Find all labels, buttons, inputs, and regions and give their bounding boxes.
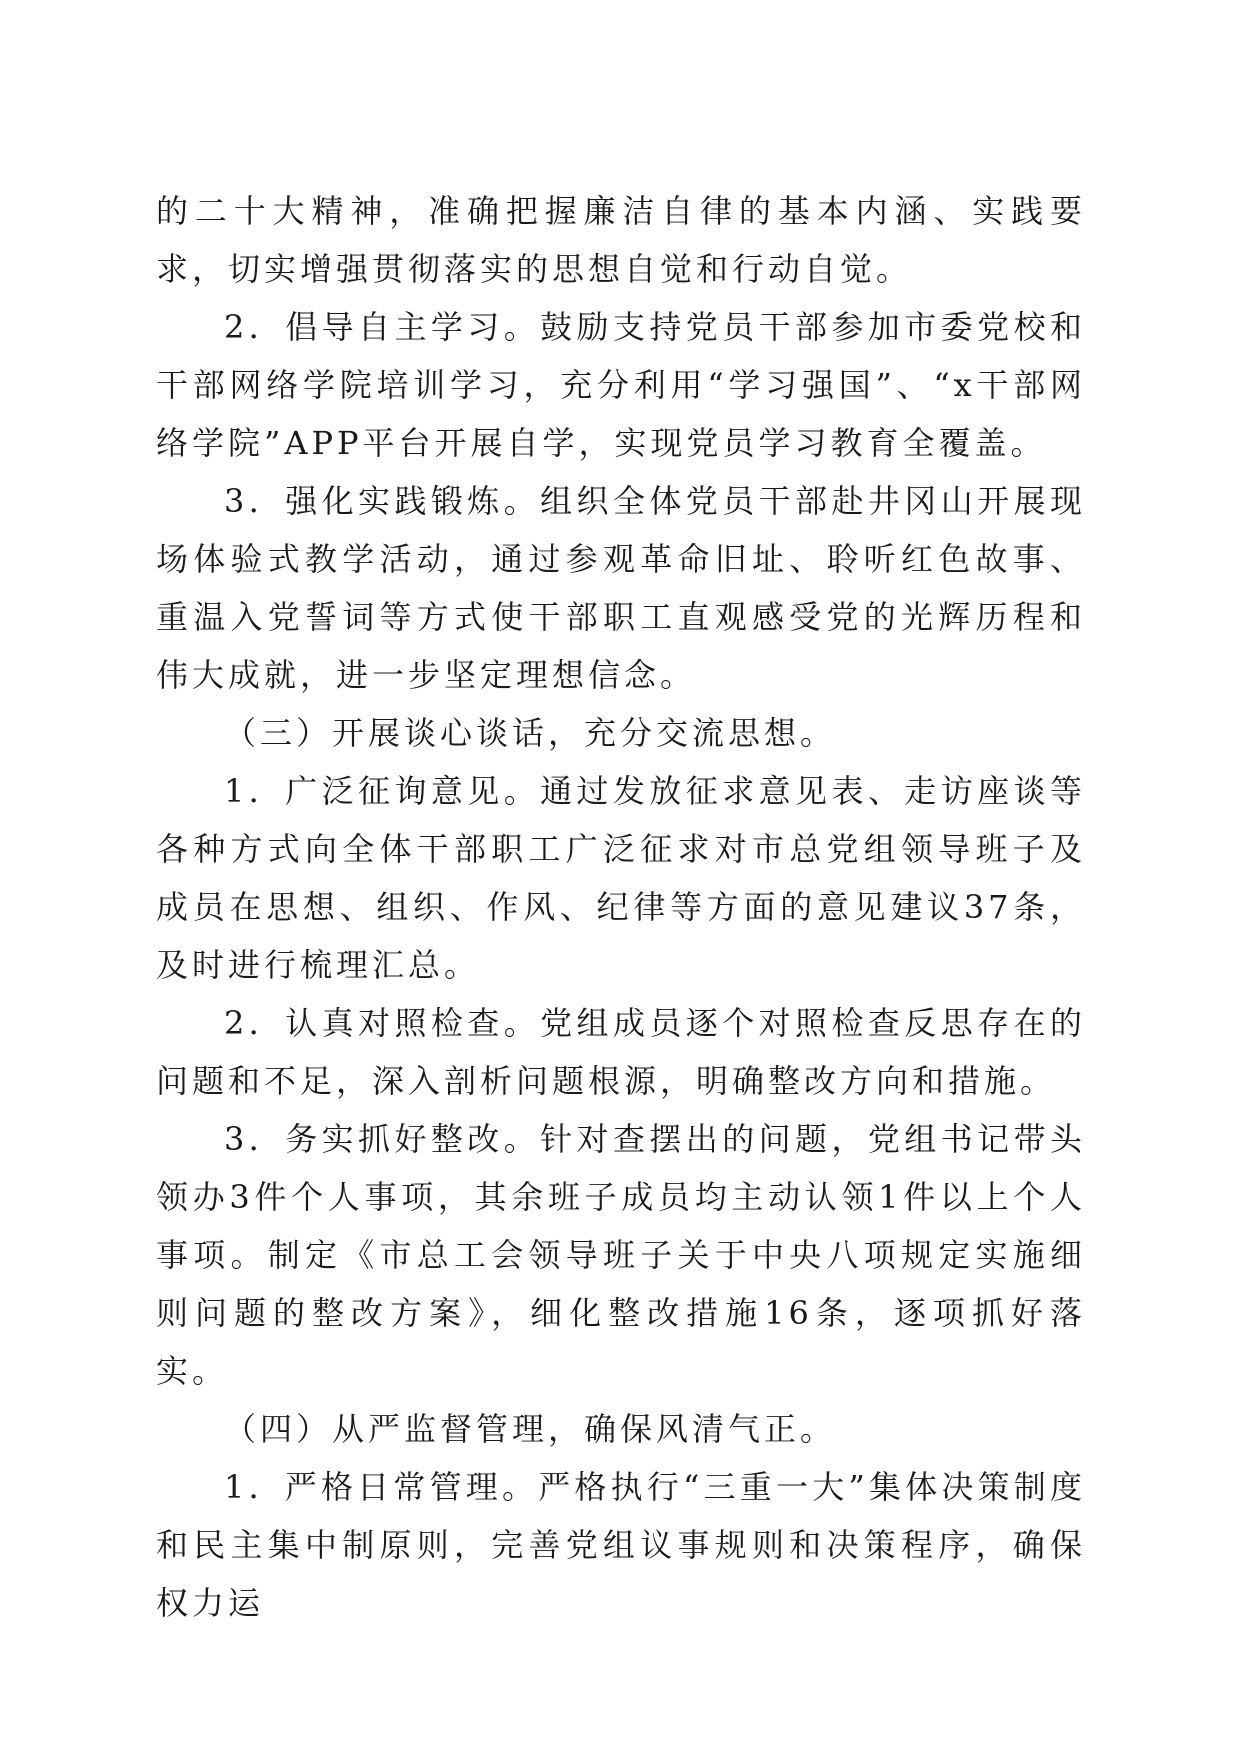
section-heading-talks: （三）开展谈心谈话，充分交流思想。 bbox=[224, 714, 837, 752]
paragraph-item-self-study: 2．倡导自主学习。鼓励支持党员干部参加市委党校和干部网络学院培训学习，充分利用“学习强国”、“x干部网络学院”APP平台开展自学，实现党员学习教育全覆盖。 bbox=[156, 308, 1086, 462]
paragraph-item-self-check: 2．认真对照检查。党组成员逐个对照检查反思存在的问题和不足，深入剖析问题根源，明确整改方向和措施。 bbox=[156, 1004, 1086, 1100]
paragraph-item-daily-management: 1．严格日常管理。严格执行“三重一大”集体决策制度和民主集中制原则，完善党组议事规则和决策程序，确保权力运 bbox=[156, 1468, 1086, 1622]
paragraph-continuation: 的二十大精神，准确把握廉洁自律的基本内涵、实践要求，切实增强贯彻落实的思想自觉和行动自觉。 bbox=[156, 192, 1086, 288]
paragraph-item-opinions: 1．广泛征询意见。通过发放征求意见表、走访座谈等各种方式向全体干部职工广泛征求对市总党组领导班子及成员在思想、组织、作风、纪律等方面的意见建议37条，及时进行梳理汇总。 bbox=[156, 772, 1086, 984]
section-heading-supervision: （四）从严监督管理，确保风清气正。 bbox=[224, 1410, 837, 1448]
paragraph-item-rectification: 3．务实抓好整改。针对查摆出的问题，党组书记带头领办3件个人事项，其余班子成员均主动认领1件以上个人事项。制定《市总工会领导班子关于中央八项规定实施细则问题的整改方案》，细化整改措施16条，逐项抓好落实。 bbox=[156, 1120, 1086, 1390]
paragraph-item-practice: 3．强化实践锻炼。组织全体党员干部赴井冈山开展现场体验式教学活动，通过参观革命旧址、聆听红色故事、重温入党誓词等方式使干部职工直观感受党的光辉历程和伟大成就，进一步坚定理想信念。 bbox=[156, 482, 1086, 694]
document-body bbox=[156, 182, 1086, 1632]
